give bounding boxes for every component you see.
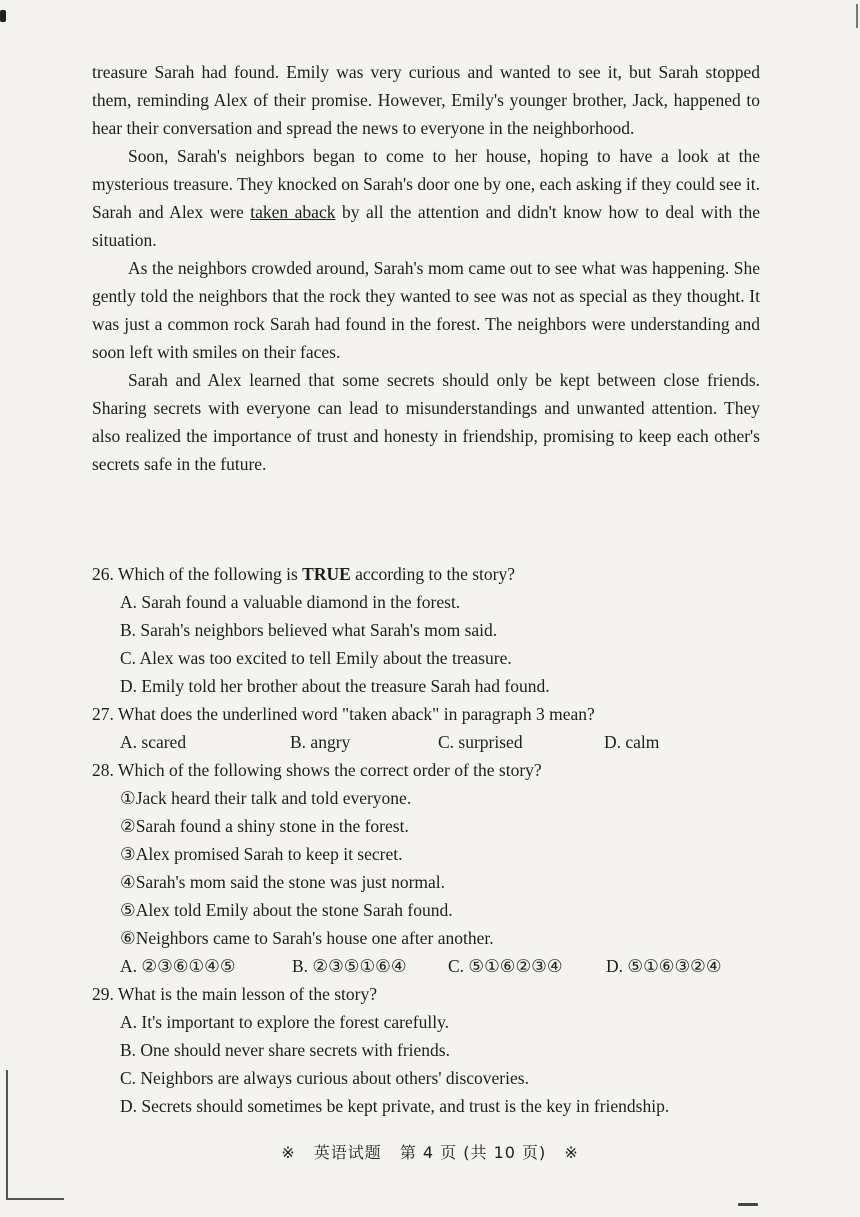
scan-edge-bottom [6, 1198, 64, 1200]
option-c[interactable]: C. surprised [438, 732, 523, 752]
scan-mark-top-left [0, 10, 6, 22]
option-row [92, 952, 760, 980]
option-a[interactable]: A. It's important to explore the forest carefully. [120, 1012, 450, 1032]
question-stem: 29. What is the main lesson of the story? [92, 984, 377, 1004]
event-5: ⑤Alex told Emily about the stone Sarah found. [120, 900, 453, 920]
event-3: ③Alex promised Sarah to keep it secret. [120, 844, 403, 864]
question-stem: 28. Which of the following shows the correct order of the story? [92, 760, 542, 780]
event-2: ②Sarah found a shiny stone in the forest. [120, 816, 409, 836]
option-row [92, 728, 760, 756]
event-6: ⑥Neighbors came to Sarah's house one after another. [120, 928, 494, 948]
option-d[interactable]: D. ⑤①⑥③②④ [606, 956, 722, 976]
question-26 [92, 560, 760, 700]
option-b[interactable]: B. One should never share secrets with friends. [120, 1040, 450, 1060]
footer-mark-left: ※ [281, 1143, 296, 1162]
story-passage [92, 58, 760, 478]
option-b[interactable]: B. Sarah's neighbors believed what Sarah's mom said. [120, 620, 498, 640]
event-1: ①Jack heard their talk and told everyone. [120, 788, 412, 808]
option-c[interactable]: C. Alex was too excited to tell Emily about the treasure. [120, 648, 512, 668]
paragraph-2-text-end: by all the attention and didn't know how to deal with the situation. [92, 202, 761, 250]
option-d[interactable]: D. calm [604, 732, 660, 752]
footer-page-number: 第 4 页 (共 10 页) [399, 1143, 547, 1162]
option-c[interactable]: C. Neighbors are always curious about others' discoveries. [120, 1068, 529, 1088]
question-29 [92, 980, 760, 1120]
story-paragraph-1: treasure Sarah had found. Emily was very curious and wanted to see it, but Sarah stopped them, reminding Alex of their promise. However, Emily's younger brother, Jack, happened to hear their conversation and spread the news to everyone in the neighborhood. [92, 62, 760, 138]
scan-mark-top-right [856, 4, 858, 28]
story-paragraph-4: Sarah and Alex learned that some secrets should only be kept between close friends. Sharing secrets with everyone can lead to misunderstandings and unwanted attention. They also realized the importance of trust and honesty in friendship, promising to keep each other's secrets safe in the future. [92, 370, 760, 474]
page-footer [0, 1140, 860, 1163]
option-d[interactable]: D. Secrets should sometimes be kept private, and trust is the key in friendship. [120, 1096, 670, 1116]
question-stem [92, 560, 760, 588]
option-a[interactable]: A. ②③⑥①④⑤ [120, 956, 236, 976]
footer-subject: 英语试题 [313, 1143, 382, 1162]
question-list [92, 560, 760, 1120]
option-d[interactable]: D. Emily told her brother about the treasure Sarah had found. [120, 676, 550, 696]
stem-bold-word: TRUE [302, 564, 351, 584]
scan-mark-bottom-right [738, 1203, 758, 1206]
paragraph-2-text-start: Soon, Sarah's neighbors began to come to her house, hoping to have a look at the mysterious treasure. They knocked on Sarah's door one by one, each asking if they could see it. Sarah and Alex were [92, 146, 760, 222]
option-b[interactable]: B. angry [290, 732, 351, 752]
underlined-phrase: taken aback [250, 202, 336, 222]
scan-edge-left [6, 1070, 8, 1200]
option-b[interactable]: B. ②③⑤①⑥④ [292, 956, 407, 976]
option-a[interactable]: A. scared [120, 732, 187, 752]
stem-text: 26. Which of the following is [92, 564, 303, 584]
event-4: ④Sarah's mom said the stone was just normal. [120, 872, 446, 892]
option-c[interactable]: C. ⑤①⑥②③④ [448, 956, 563, 976]
story-paragraph-3: As the neighbors crowded around, Sarah's mom came out to see what was happening. She gently told the neighbors that the rock they wanted to see was not as special as they thought. It was just a common rock Sarah had found in the forest. The neighbors were understanding and soon left with smiles on their faces. [92, 258, 760, 362]
footer-mark-right: ※ [564, 1143, 579, 1162]
question-27 [92, 700, 760, 756]
option-a[interactable]: A. Sarah found a valuable diamond in the forest. [120, 592, 461, 612]
question-28 [92, 756, 760, 980]
story-paragraph-2 [92, 142, 760, 254]
stem-text: according to the story? [350, 564, 516, 584]
question-stem: 27. What does the underlined word "taken aback" in paragraph 3 mean? [92, 704, 595, 724]
